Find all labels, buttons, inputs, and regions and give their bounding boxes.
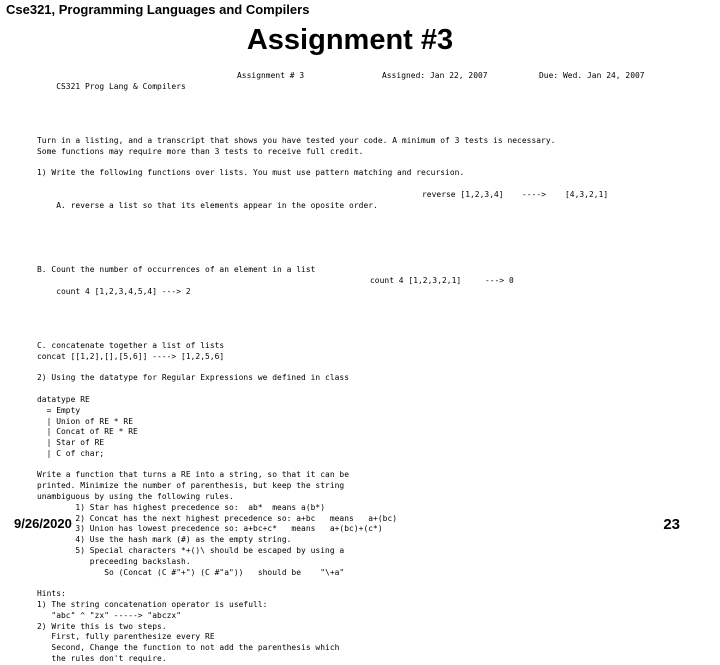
- rule-line: 5) Special characters *+()\ should be escaped by using a: [37, 546, 345, 556]
- hint-line: Second, Change the function to not add the parenthesis which: [37, 643, 340, 653]
- slide-title: Assignment #3: [246, 24, 454, 56]
- info-course: CS321 Prog Lang & Compilers: [56, 81, 186, 91]
- question-1a-text: A. reverse a list so that its elements appear in the oposite order.: [56, 200, 378, 210]
- intro-line: Turn in a listing, and a transcript that shows you have tested your code. A minimum of 3 tests is necessary.: [37, 135, 556, 145]
- instruction-line: Write a function that turns a RE into a string, so that it can be: [37, 470, 350, 480]
- hint-line: "abc" ^ "zx" -----> "abczx": [37, 610, 182, 620]
- hint-line: the rules don't require.: [37, 654, 167, 664]
- question-1b-result: ---> 0: [485, 276, 514, 286]
- info-line: [37, 71, 697, 136]
- question-1a-arrow: ---->: [522, 189, 547, 199]
- instruction-line: printed. Minimize the number of parenthesis, but keep the string: [37, 481, 345, 491]
- page-number: 23: [663, 516, 680, 533]
- assignment-document: [37, 71, 697, 665]
- question-1b-line: [37, 276, 697, 330]
- hint-line: First, fully parenthesize every RE: [37, 632, 215, 642]
- rule-line: 2) Concat has the next highest precedence so: a+bc means a+(bc): [37, 513, 398, 523]
- intro-line: Some functions may require more than 3 tests to receive full credit.: [37, 146, 364, 156]
- datatype-line: datatype RE: [37, 394, 90, 404]
- question-1: 1) Write the following functions over lists. You must use pattern matching and recursion.: [37, 168, 465, 178]
- rule-line: 1) Star has highest precedence so: ab* means a(b*): [37, 502, 326, 512]
- datatype-line: | Union of RE * RE: [37, 416, 134, 426]
- question-1a-example: reverse [1,2,3,4]: [422, 189, 504, 199]
- header-course-title: Cse321, Programming Languages and Compilers: [6, 2, 310, 17]
- info-assignment: Assignment # 3: [237, 71, 305, 80]
- question-1c-line: concat [[1,2],[],[5,6]] ----> [1,2,5,6]: [37, 351, 225, 361]
- instruction-line: unambiguous by using the following rules.: [37, 492, 234, 502]
- datatype-line: | Star of RE: [37, 438, 105, 448]
- hints-heading: Hints:: [37, 589, 66, 599]
- rule-line: preceeding backslash.: [37, 556, 191, 566]
- rule-line: 3) Union has lowest precedence so: a+bc+c* means a+(bc)+(c*): [37, 524, 383, 534]
- datatype-line: | C of char;: [37, 448, 105, 458]
- question-2: 2) Using the datatype for Regular Expressions we defined in class: [37, 373, 350, 383]
- question-1a-result: [4,3,2,1]: [565, 189, 609, 199]
- question-1b-example-1: count 4 [1,2,3,4,5,4] ---> 2: [56, 286, 191, 296]
- datatype-line: | Concat of RE * RE: [37, 427, 138, 437]
- rule-example-line: So (Concat (C #"+") (C #"a")) should be "\+a": [37, 567, 345, 577]
- rule-line: 4) Use the hash mark (#) as the empty string.: [37, 535, 292, 545]
- footer-date: 9/26/2020: [14, 516, 72, 531]
- datatype-line: = Empty: [37, 405, 81, 415]
- question-1c-line: C. concatenate together a list of lists: [37, 340, 225, 350]
- hint-line: 2) Write this is two steps.: [37, 621, 167, 631]
- hint-line: 1) The string concatenation operator is usefull:: [37, 600, 268, 610]
- info-assigned: Assigned: Jan 22, 2007: [382, 71, 488, 80]
- question-1b-line: B. Count the number of occurrences of an element in a list: [37, 265, 316, 275]
- question-1b-example-2: count 4 [1,2,3,2,1]: [370, 276, 462, 286]
- question-1a: [37, 190, 697, 255]
- info-due: Due: Wed. Jan 24, 2007: [539, 71, 645, 80]
